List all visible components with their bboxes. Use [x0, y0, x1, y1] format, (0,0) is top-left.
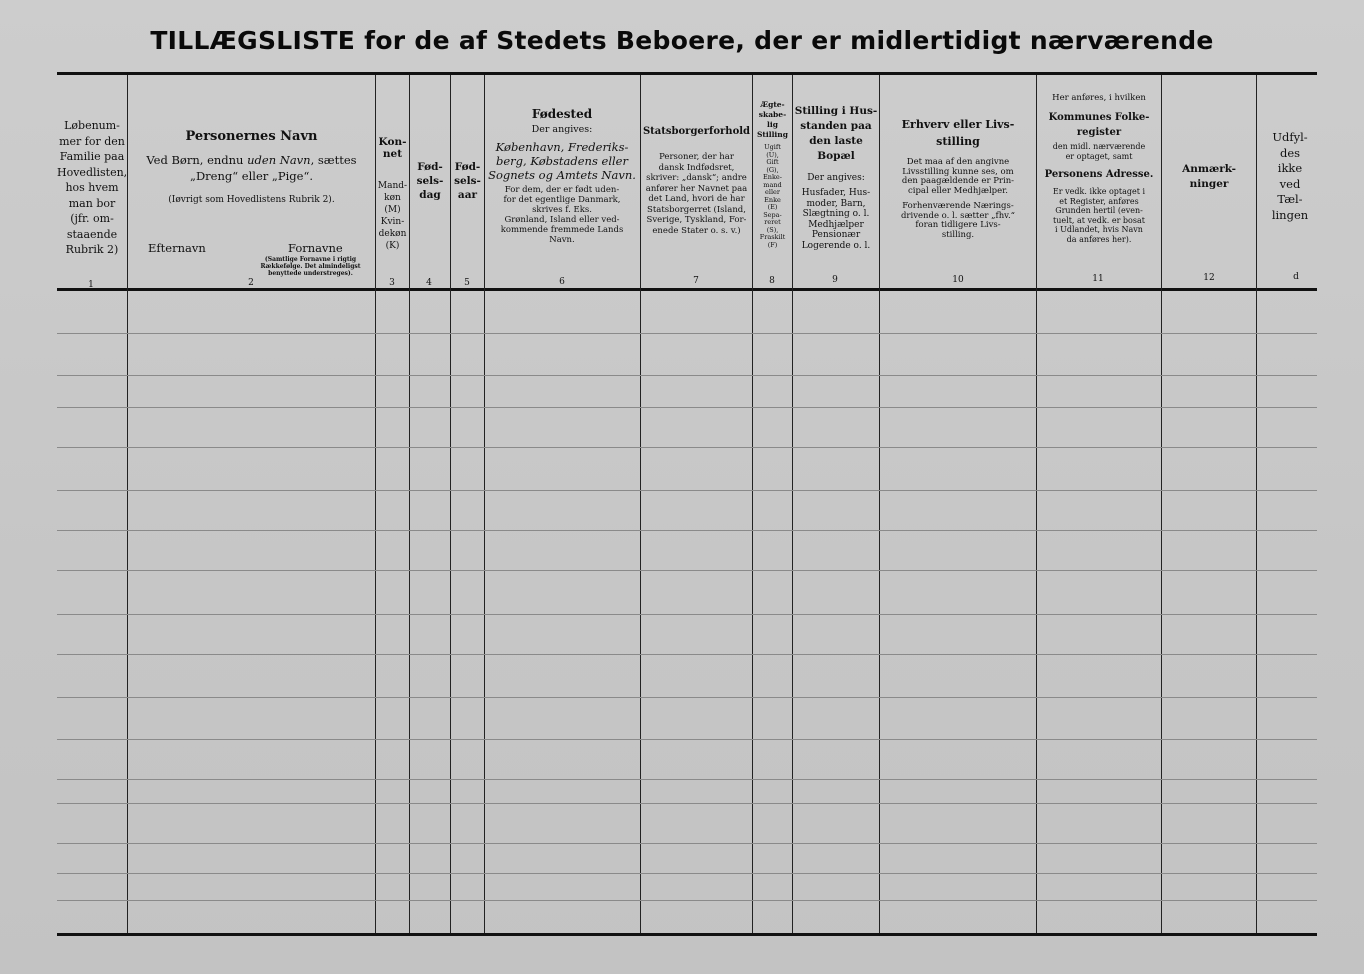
col11-body: den midl. nærværende er optaget, samt: [1052, 142, 1146, 161]
col11-heading3: Personens Adresse.: [1044, 169, 1154, 180]
row-rule: [57, 570, 1317, 571]
col2-body: Ved Børn, endnu uden Navn, sættes „Dreng“ eller „Pige“.: [146, 153, 357, 183]
col-number: 7: [693, 276, 699, 286]
column-divider: [484, 75, 485, 933]
col10-body2: Forhenværende Nærings- drivende o. l. sætter „fhv.“ foran tidligere Livs- stilling.: [900, 201, 1016, 240]
column-divider: [409, 75, 410, 933]
col6-header: [486, 108, 638, 245]
col2-note: (Iøvrigt som Hovedlistens Rubrik 2).: [168, 195, 335, 205]
col10-body: Det maa af den angivne Livsstilling kunne ses, om den paagældende er Prin- cipal eller Medhjælper.: [901, 157, 1015, 196]
col-number: 4: [426, 278, 432, 288]
col-number: d: [1293, 272, 1299, 282]
col8-header: [753, 100, 792, 249]
col11-header: [1037, 92, 1161, 244]
col2-header: [130, 129, 373, 277]
col-number: 9: [832, 275, 838, 285]
column-divider: [127, 75, 128, 933]
col1-header: Løbenum- mer for den Familie paa Hovedlisten, hos hvem man bor (jfr. om- staaende Rubrik 2): [57, 119, 128, 256]
bottom-rule: [57, 933, 1317, 936]
col6-heading: Fødested: [531, 107, 593, 121]
column-divider: [1161, 75, 1162, 933]
col2-sub-left: Efternavn: [148, 241, 206, 255]
col8-body: Ugift (U), Gift (G), Enke- mand eller Enke (E) Sepa- reret (S), Fraskilt (F): [759, 143, 786, 249]
row-rule: [57, 407, 1317, 408]
row-rule: [57, 333, 1317, 334]
col2-sub-right: Fornavne: [288, 241, 343, 255]
row-rule: [57, 530, 1317, 531]
row-rule: [57, 739, 1317, 740]
header-rule: [57, 288, 1317, 291]
col-number: 8: [769, 276, 775, 286]
col-number: 12: [1203, 273, 1215, 283]
row-rule: [57, 447, 1317, 448]
row-rule: [57, 900, 1317, 901]
col3-body: Mand- køn (M) Kvin- dekøn (K): [377, 181, 408, 251]
row-rule: [57, 490, 1317, 491]
col4-header: Fød- sels- dag: [416, 161, 444, 201]
col8-heading: Ægte- skabe- lig Stilling: [757, 100, 788, 139]
top-rule: [57, 72, 1317, 75]
col-number: 3: [389, 278, 395, 288]
row-rule: [57, 843, 1317, 844]
col2-sub-right-note: (Samtlige Fornavne i rigtig Rækkefølge. Det almindeligst benyttede understreges).: [260, 256, 361, 277]
column-divider: [450, 75, 451, 933]
col2-heading: Personernes Navn: [185, 129, 318, 144]
col-number: 6: [559, 277, 565, 287]
row-rule: [57, 697, 1317, 698]
col3-heading: Kon- net: [378, 136, 407, 160]
col9-body: Husfader, Hus- moder, Barn, Slægtning o. l. Medhjælper Pensionær Logerende o. l.: [801, 188, 871, 251]
col7-body: Personer, der har dansk Indfødsret, skriver: „dansk“; andre anfører her Navnet paa det Land, hvori de har Statsborgerret (Island, Sverige, Tyskland, For- enede Stater o. s. v.): [645, 152, 748, 236]
col7-heading: Statsborgerforhold: [642, 126, 751, 137]
row-rule: [57, 779, 1317, 780]
col10-heading: Erhverv eller Livs- stilling: [901, 118, 1015, 148]
col-number: 11: [1092, 274, 1104, 284]
col10-header: [880, 116, 1036, 240]
form-title: TILLÆGSLISTE for de af Stedets Beboere, der er midlertidigt nærværende: [150, 26, 1214, 55]
col11-heading2: Kommunes Folke- register: [1048, 112, 1150, 138]
col9-heading: Stilling i Hus- standen paa den laste Bopæl: [794, 105, 878, 162]
row-rule: [57, 614, 1317, 615]
col6-italic: København, Frederiks- berg, Købstadens eller Sognets og Amtets Navn.: [488, 140, 636, 182]
col12-header: Anmærk- ninger: [1182, 163, 1236, 190]
col-number: 5: [464, 278, 470, 288]
col6-sub: Der angives:: [531, 124, 593, 135]
row-rule: [57, 654, 1317, 655]
col7-header: [641, 126, 752, 236]
col-number: 10: [952, 275, 964, 285]
col9-header: [793, 104, 879, 251]
col6-body: For dem, der er født uden- for det egentlige Danmark, skrives f. Eks. Grønland, Island eller ved- kommende fremmede Lands Navn.: [500, 185, 624, 245]
col5-header: Fød- sels- aar: [454, 161, 481, 201]
col3-header: [376, 124, 409, 264]
col11-body2: Er vedk. ikke optaget i et Register, anføres Grunden hertil (even- tuelt, at vedk. er bosat i Udlandet, hvis Navn da anføres her).: [1052, 187, 1146, 244]
row-rule: [57, 803, 1317, 804]
col-d-header: Udfyl- des ikke ved Tæl- lingen: [1271, 130, 1309, 222]
col9-sub: Der angives:: [807, 173, 865, 183]
col-number: 2: [248, 278, 254, 288]
row-rule: [57, 375, 1317, 376]
row-rule: [57, 873, 1317, 874]
col-number: 1: [88, 280, 94, 290]
col11-heading: Her anføres, i hvilken: [1052, 93, 1146, 103]
